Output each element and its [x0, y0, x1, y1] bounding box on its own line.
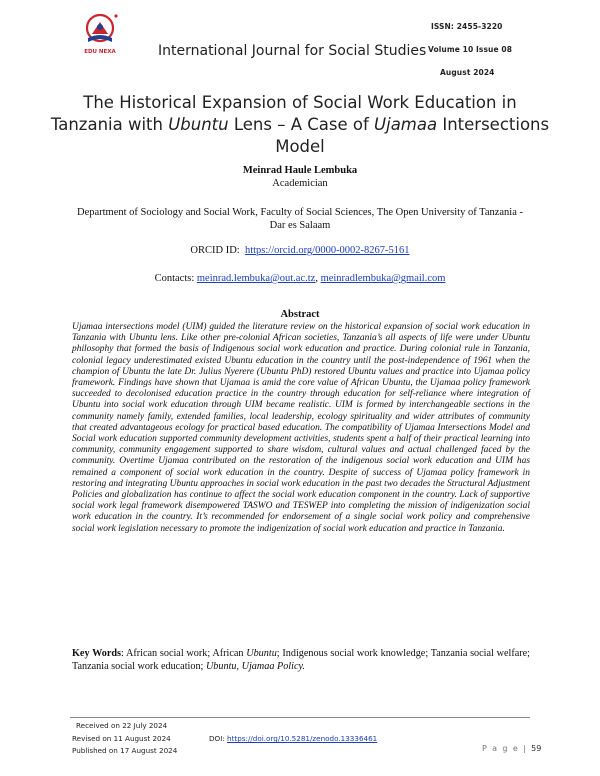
volume-issue: Volume 10 Issue 08 [428, 45, 513, 54]
received-date: Received on 22 July 2024 [76, 721, 168, 730]
logo-text: EDU NEXA [84, 49, 116, 55]
issue-date: August 2024 [440, 68, 495, 77]
published-date: Published on 17 August 2024 [72, 746, 178, 755]
abstract-text: Ujamaa intersections model (UIM) guided the literature review on the historical expansion of social work education in Tanzania with Ubuntu lens. Like other pre-colonial African societies, Tanzania’s all aspects of life were under Ubuntu philosophy that formed the basis of Indigenous social work education and practice. During colonial rule in Tanzania, colonial legacy underestimated existed Ubuntu education in the country until the post-independence of 1961 when the champion of Ubuntu the late Dr. Julius Nyerere (Ubuntu PhD) restored Ubuntu values and practice into Ujamaa policy framework. Findings have shown that Ujamaa is amid the core value of African Ubuntu, the Ujamaa policy framework succeeded to decolonised education practice in the country through education for self-reliance where integration of Ubuntu into social work education through UIM became realistic. UIM is formed by interchangeable sections in the community namely family, extended families, local leadership, ecology spirituality and wider attributes of community that created advantageous ecology for practical based education. The compatibility of Ujamaa Intersections Model and Social work education supported community development activities, students spent a half of their practical learning into community, community engagement supported to share wisdom, cultural values and actual challenged faced by the community. Overtime Ujamaa contributed on the restoration of the indigenous social work education and UIM has remained a component of social work education in the country. Despite of success of Ujamaa policy framework in restoring and integrating Ubuntu approaches in social work education in the past two decades the Structural Adjustment Policies and globalization has continue to affect the social work education component in the country. Lack of supportive social work legal framework disempowered TASWO and TESWEP into completing the mission of indigenization social work education in the country. It’s recommended for endorsement of a single social work policy and comprehensive social work legislation necessary to promote the indigenization of social work education and practice in Tanzania. [72, 322, 530, 534]
orcid-line: ORCID ID: https://orcid.org/0000-0002-8267-5161 [190, 245, 410, 256]
author-affiliation: Department of Sociology and Social Work, Faculty of Social Sciences, The Open University of Tanzania - Dar es Salaam [76, 207, 524, 231]
revised-date: Revised on 11 August 2024 [72, 734, 171, 743]
journal-logo [80, 12, 120, 58]
author-role: Academician [272, 178, 328, 189]
orcid-link[interactable]: https://orcid.org/0000-0002-8267-5161 [244, 245, 410, 256]
contacts-line: Contacts: meinrad.lembuka@out.ac.tz, meinradlembuka@gmail.com [154, 273, 446, 284]
email-link-2[interactable]: meinradlembuka@gmail.com [320, 273, 446, 284]
page-number: P a g e | 59 [482, 744, 542, 753]
paper-title: The Historical Expansion of Social Work Education in Tanzania with Ubuntu Lens – A Case of Ujamaa Intersections Model [50, 93, 550, 156]
journal-name: International Journal for Social Studies [158, 43, 427, 59]
keywords: Key Words: African social work; African Ubuntu; Indigenous social work knowledge; Tanzania social welfare; Tanzania social work education; Ubuntu, Ujamaa Policy. [72, 648, 530, 672]
author-name: Meinrad Haule Lembuka [242, 165, 358, 176]
doi-link[interactable]: https://doi.org/10.5281/zenodo.13336461 [227, 734, 378, 743]
doi-line: DOI: https://doi.org/10.5281/zenodo.13336461 [209, 734, 378, 743]
email-link-1[interactable]: meinrad.lembuka@out.ac.tz [196, 273, 316, 284]
footer-divider [70, 717, 530, 718]
abstract-heading: Abstract [280, 309, 320, 320]
issn: ISSN: 2455-3220 [431, 22, 503, 31]
